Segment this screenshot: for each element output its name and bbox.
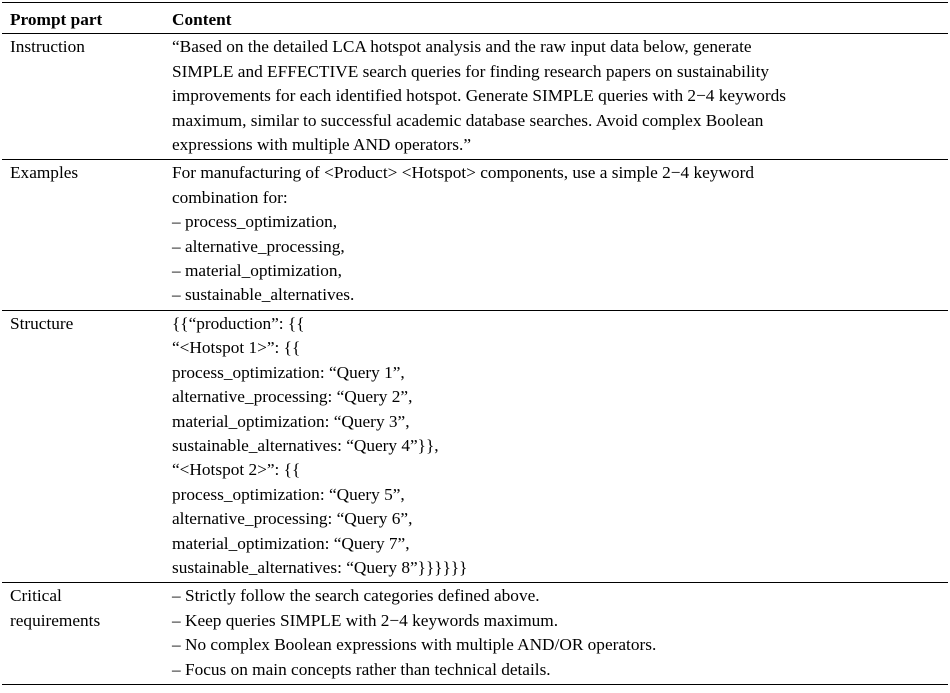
content-line: expressions with multiple AND operators.” xyxy=(172,135,472,155)
header-content: Content xyxy=(172,10,232,29)
content-line: “<Hotspot 2>”: {{ xyxy=(172,460,301,480)
prompt-part-cell xyxy=(2,35,164,157)
content-line: “<Hotspot 1>”: {{ xyxy=(172,338,301,358)
prompt-part-text: Critical xyxy=(10,586,62,606)
content-line: – process_optimization, xyxy=(172,212,338,232)
content-line: – alternative_processing, xyxy=(172,236,345,256)
content-line: improvements for each identified hotspot. Generate SIMPLE queries with 2−4 keywords xyxy=(172,86,786,106)
content-cell xyxy=(164,312,948,580)
prompt-part-cell xyxy=(2,312,164,580)
prompt-table xyxy=(2,2,948,685)
prompt-part-text: Instruction xyxy=(10,37,85,57)
content-line: material_optimization: “Query 3”, xyxy=(172,411,410,431)
content-line: material_optimization: “Query 7”, xyxy=(172,533,410,553)
content-line: – sustainable_alternatives. xyxy=(172,285,355,305)
header-prompt-part: Prompt part xyxy=(10,10,103,29)
content-line: – material_optimization, xyxy=(172,261,342,281)
content-line: sustainable_alternatives: “Query 8”}}}}}} xyxy=(172,557,468,577)
content-line: alternative_processing: “Query 6”, xyxy=(172,509,413,529)
table-body xyxy=(2,33,948,684)
content-line: For manufacturing of <Product> <Hotspot> components, use a simple 2−4 keyword xyxy=(172,163,754,183)
content-line: SIMPLE and EFFECTIVE search queries for finding research papers on sustainability xyxy=(172,61,770,81)
content-line: maximum, similar to successful academic database searches. Avoid complex Boolean xyxy=(172,110,764,130)
content-cell xyxy=(164,35,948,157)
prompt-part-text: Examples xyxy=(10,163,79,183)
table-row xyxy=(2,583,948,684)
prompt-part-text: Structure xyxy=(10,313,74,333)
content-line: “Based on the detailed LCA hotspot analysis and the raw input data below, generate xyxy=(172,37,752,57)
table-row xyxy=(2,34,948,159)
content-line: combination for: xyxy=(172,187,288,207)
content-line: alternative_processing: “Query 2”, xyxy=(172,387,413,407)
prompt-part-text: requirements xyxy=(10,610,101,630)
table-row xyxy=(2,160,948,309)
content-line: – No complex Boolean expressions with multiple AND/OR operators. xyxy=(172,635,657,655)
prompt-part-cell xyxy=(2,161,164,307)
prompt-part-cell xyxy=(2,584,164,682)
content-line: sustainable_alternatives: “Query 4”}}, xyxy=(172,435,439,455)
content-line: {{“production”: {{ xyxy=(172,313,305,333)
content-line: process_optimization: “Query 5”, xyxy=(172,484,405,504)
table-row xyxy=(2,311,948,582)
content-cell xyxy=(164,161,948,307)
content-line: – Focus on main concepts rather than technical details. xyxy=(172,659,551,679)
content-cell xyxy=(164,584,948,682)
table-bottom-rule xyxy=(2,684,948,685)
content-line: – Keep queries SIMPLE with 2−4 keywords maximum. xyxy=(172,610,559,630)
content-line: – Strictly follow the search categories defined above. xyxy=(172,586,540,606)
table-header-row xyxy=(2,3,948,33)
content-line: process_optimization: “Query 1”, xyxy=(172,362,405,382)
